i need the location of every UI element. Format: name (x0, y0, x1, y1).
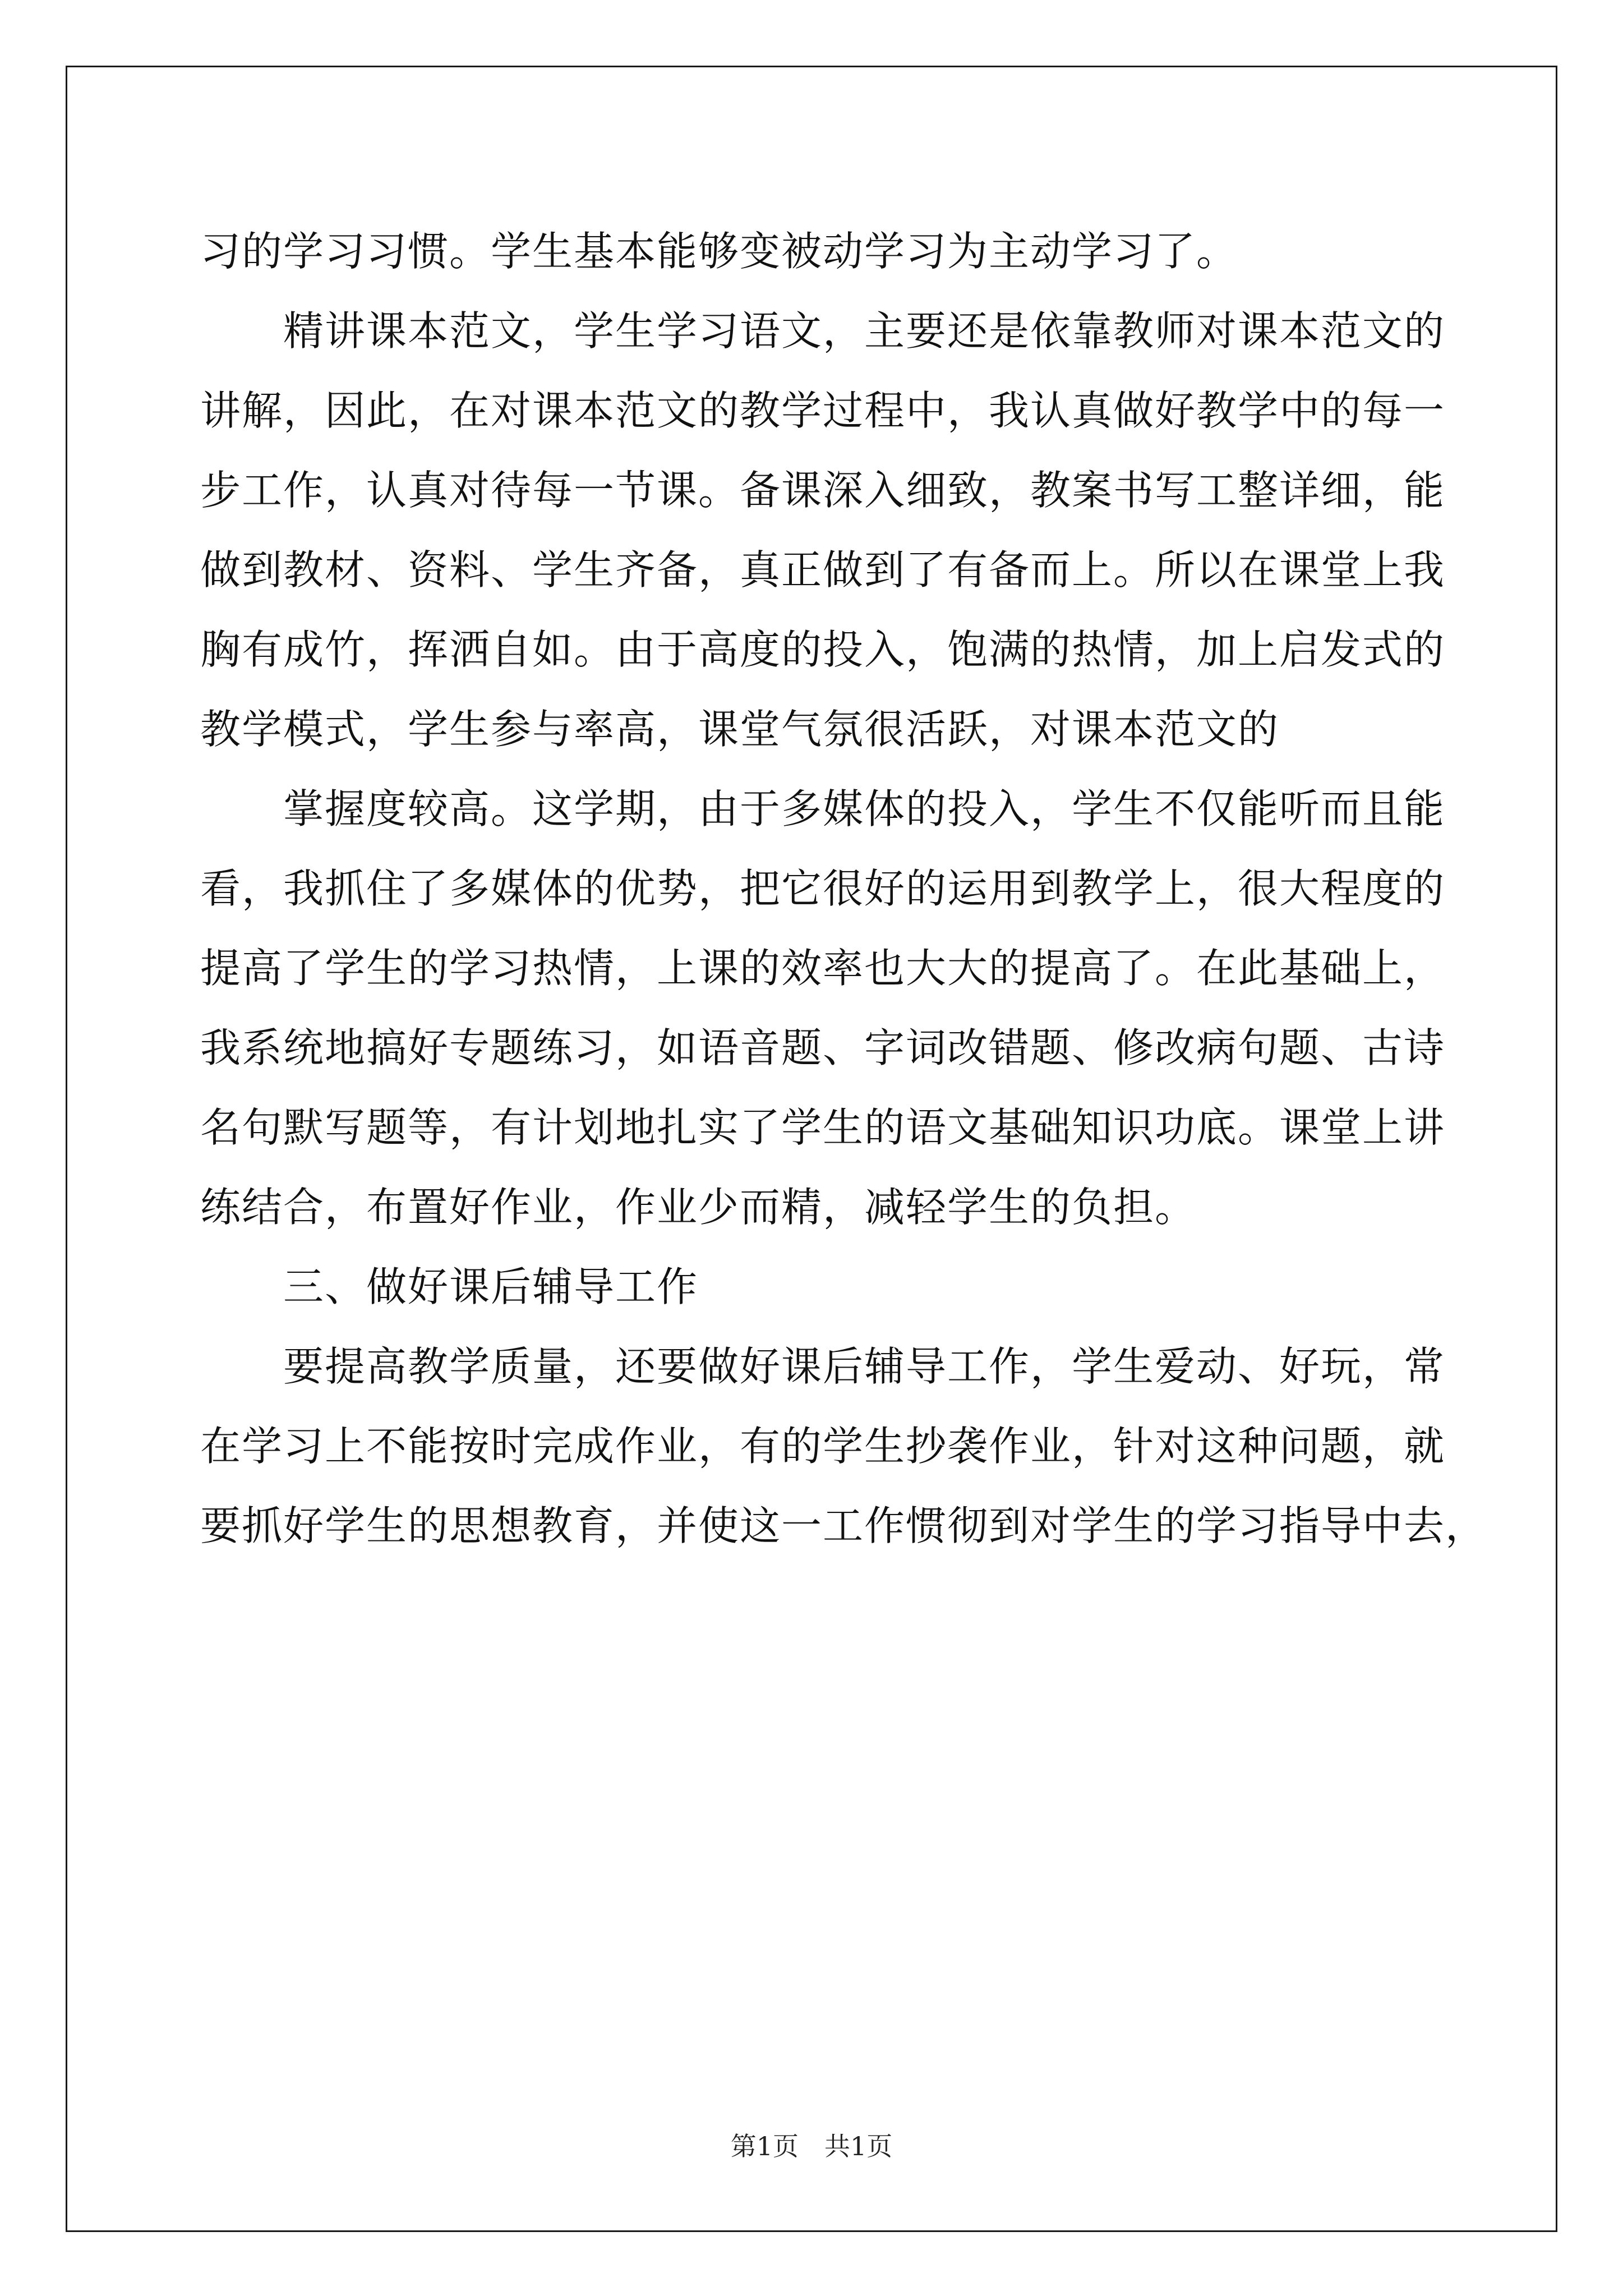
text-line: 做到教材、资料、学生齐备，真正做到了有备而上。所以在课堂上我 (200, 546, 1446, 593)
text-line: 掌握度较高。这学期，由于多媒体的投入，学生不仅能听而且能 (200, 785, 1446, 832)
text-line: 在学习上不能按时完成作业，有的学生抄袭作业，针对这种问题，就 (200, 1423, 1446, 1470)
text-line: 要提高教学质量，还要做好课后辅导工作，学生爱动、好玩，常 (200, 1343, 1446, 1390)
text-line: 要抓好学生的思想教育，并使这一工作惯彻到对学生的学习指导中去， (200, 1502, 1487, 1549)
text-line: 胸有成竹，挥洒自如。由于高度的投入，饱满的热情，加上启发式的 (200, 626, 1446, 673)
text-line: 教学模式，学生参与率高，课堂气氛很活跃，对课本范文的 (200, 706, 1280, 753)
text-line: 讲解，因此，在对课本范文的教学过程中，我认真做好教学中的每一 (200, 387, 1446, 434)
text-line: 看，我抓住了多媒体的优势，把它很好的运用到教学上，很大程度的 (200, 865, 1446, 912)
text-line: 练结合，布置好作业，作业少而精，减轻学生的负担。 (200, 1184, 1197, 1231)
page-number: 第1页 共1页 (730, 2131, 893, 2161)
text-line: 名句默写题等，有计划地扎实了学生的语文基础知识功底。课堂上讲 (200, 1104, 1446, 1151)
text-line: 步工作，认真对待每一节课。备课深入细致，教案书写工整详细，能 (200, 467, 1446, 514)
text-line: 我系统地搞好专题练习，如语音题、字词改错题、修改病句题、古诗 (200, 1024, 1446, 1071)
text-line: 习的学习习惯。学生基本能够变被动学习为主动学习了。 (200, 228, 1238, 275)
text-line: 提高了学生的学习热情，上课的效率也大大的提高了。在此基础上， (200, 945, 1446, 992)
text-line: 精讲课本范文，学生学习语文，主要还是依靠教师对课本范文的 (200, 307, 1446, 355)
section-heading: 三、做好课后辅导工作 (200, 1263, 699, 1310)
